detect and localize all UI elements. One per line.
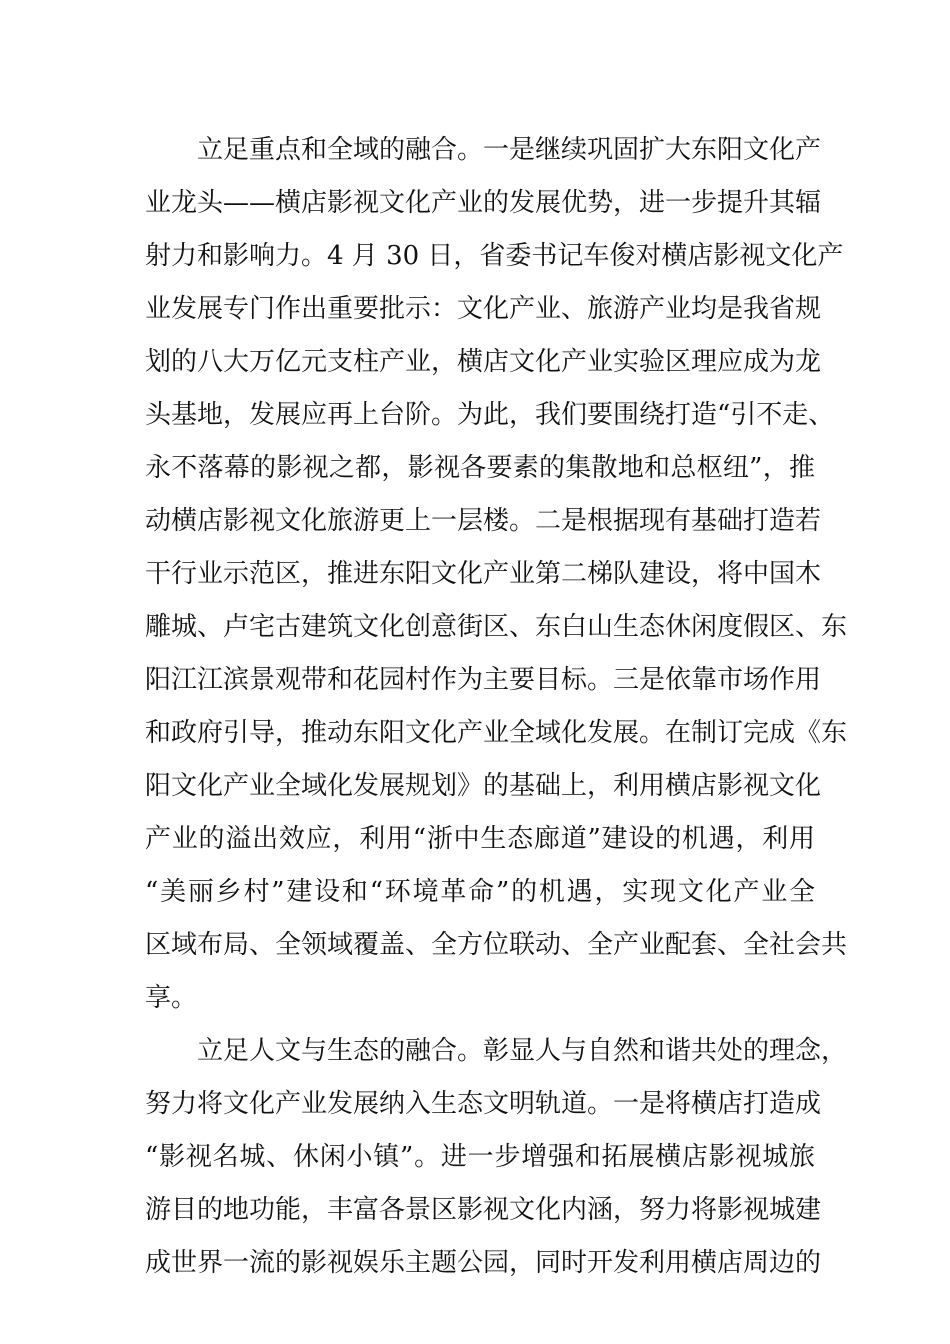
text-line: “美丽乡村”建设和“环境革命”的机遇，实现文化产业全 (145, 877, 815, 907)
text-line: 阳江江滨景观带和花园村作为主要目标。三是依靠市场作用 (145, 665, 822, 695)
text-line: 游目的地功能，丰富各景区影视文化内涵，努力将影视城建 (145, 1195, 822, 1225)
text-line: 立足重点和全域的融合。一是继续巩固扩大东阳文化产 (197, 135, 822, 165)
document-body (145, 124, 848, 1290)
text-line: 立足人文与生态的融合。彰显人与自然和谐共处的理念， (197, 1036, 848, 1066)
text-line: 划的八大万亿元支柱产业，横店文化产业实验区理应成为龙 (145, 347, 822, 377)
text-line: 干行业示范区，推进东阳文化产业第二梯队建设，将中国木 (145, 559, 822, 589)
paragraph-2 (145, 1025, 848, 1290)
paragraph-1 (145, 124, 848, 1025)
text-line: 雕城、卢宅古建筑文化创意街区、东白山生态休闲度假区、东 (145, 612, 848, 642)
text-line: 永不落幕的影视之都，影视各要素的集散地和总枢纽”，推 (145, 453, 815, 483)
text-line: 努力将文化产业发展纳入生态文明轨道。一是将横店打造成 (145, 1089, 822, 1119)
text-line: 动横店影视文化旅游更上一层楼。二是根据现有基础打造若 (145, 506, 822, 536)
text-line: 业发展专门作出重要批示：文化产业、旅游产业均是我省规 (145, 294, 822, 324)
text-line: 阳文化产业全域化发展规划》的基础上，利用横店影视文化 (145, 771, 822, 801)
text-line: 享。 (145, 983, 198, 1013)
text-line: 和政府引导，推动东阳文化产业全域化发展。在制订完成《东 (145, 718, 848, 748)
text-line: “影视名城、休闲小镇”。进一步增强和拓展横店影视城旅 (145, 1142, 815, 1172)
text-line: 产业的溢出效应，利用“浙中生态廊道”建设的机遇，利用 (145, 824, 815, 854)
text-line: 业龙头——横店影视文化产业的发展优势，进一步提升其辐 (145, 188, 822, 218)
text-line: 区域布局、全领域覆盖、全方位联动、全产业配套、全社会共 (145, 930, 848, 960)
text-line: 头基地，发展应再上台阶。为此，我们要围绕打造“引不走、 (145, 400, 835, 430)
text-line: 成世界一流的影视娱乐主题公园，同时开发利用横店周边的 (145, 1248, 822, 1278)
text-line: 射力和影响力。4 月 30 日，省委书记车俊对横店影视文化产 (145, 241, 844, 271)
